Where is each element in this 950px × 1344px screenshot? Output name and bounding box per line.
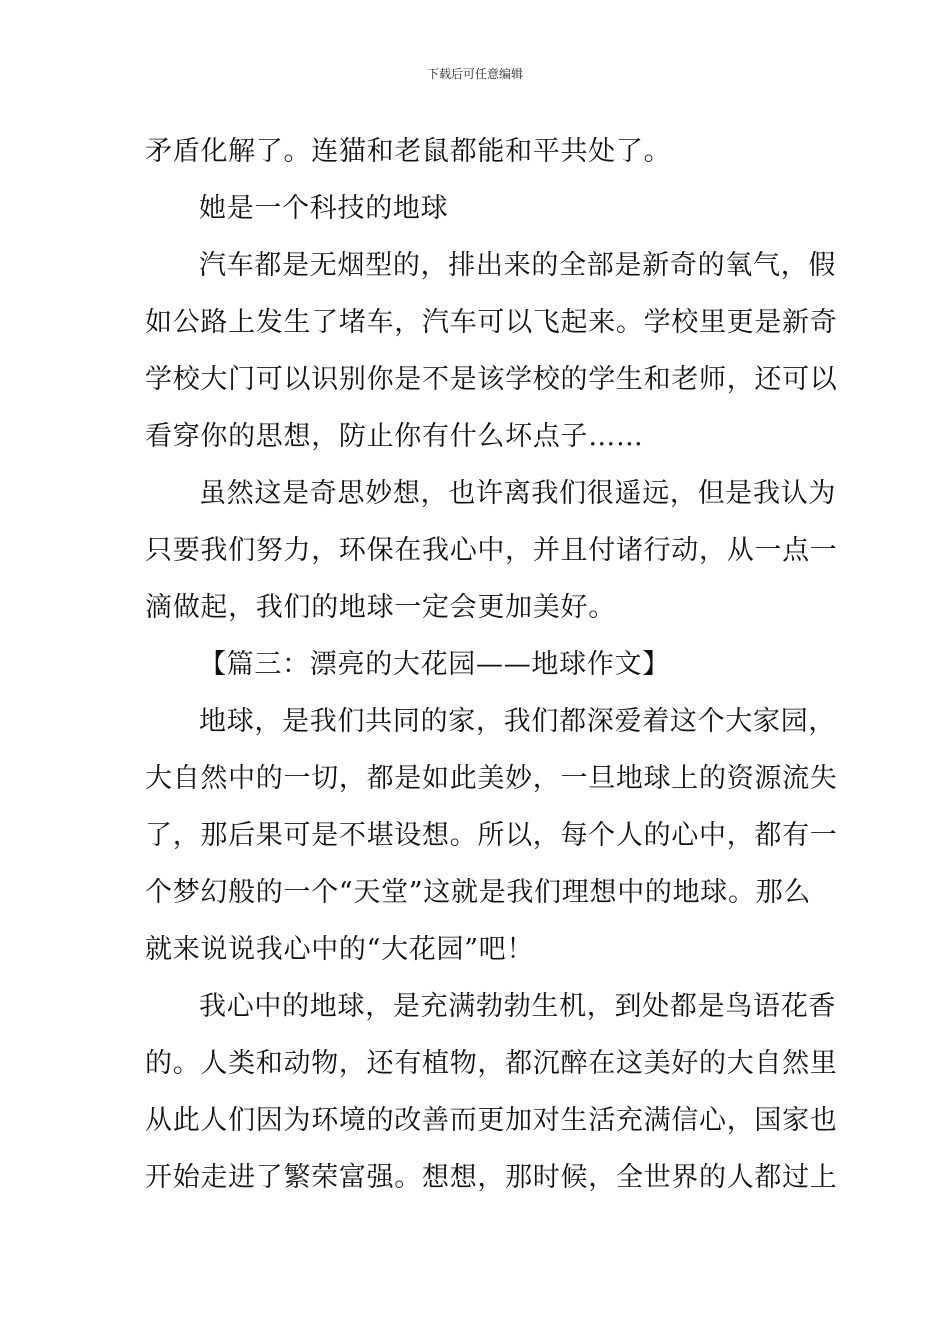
text-line: 开始走进了繁荣富强。想想，那时候，全世界的人都过上 <box>145 1162 838 1193</box>
text-line: 只要我们努力，环保在我心中，并且付诸行动，从一点一 <box>145 535 838 566</box>
text-line: 从此人们因为环境的改善而更加对生活充满信心，国家也 <box>145 1105 838 1136</box>
text-line: 地球，是我们共同的家，我们都深爱着这个大家园， <box>199 706 837 737</box>
section-heading: 【篇三：漂亮的大花园——地球作文】 <box>199 649 670 680</box>
page-header: 下载后可任意编辑 <box>426 67 523 81</box>
text-line: 的。人类和动物，还有植物，都沉醉在这美好的大自然里 <box>145 1048 838 1079</box>
text-line: 我心中的地球，是充满勃勃生机，到处都是鸟语花香 <box>199 991 837 1022</box>
text-line: 学校大门可以识别你是不是该学校的学生和老师，还可以 <box>145 364 838 395</box>
text-line: 就来说说我心中的“大花园”吧！ <box>145 934 535 965</box>
text-line: 了，那后果可是不堪设想。所以，每个人的心中，都有一 <box>145 820 838 851</box>
section-heading: 她是一个科技的地球 <box>199 193 449 224</box>
text-line: 虽然这是奇思妙想，也许离我们很遥远，但是我认为 <box>199 478 837 509</box>
text-line: 如公路上发生了堵车，汽车可以飞起来。学校里更是新奇 <box>145 307 838 338</box>
text-line: 汽车都是无烟型的，排出来的全部是新奇的氧气，假 <box>199 250 837 281</box>
text-line: 矛盾化解了。连猫和老鼠都能和平共处了。 <box>145 136 672 167</box>
text-line: 看穿你的思想，防止你有什么坏点子…… <box>145 421 644 452</box>
text-line: 大自然中的一切，都是如此美妙，一旦地球上的资源流失 <box>145 763 838 794</box>
text-line: 滴做起，我们的地球一定会更加美好。 <box>145 592 616 623</box>
text-line: 个梦幻般的一个“天堂”这就是我们理想中的地球。那么 <box>145 877 812 908</box>
